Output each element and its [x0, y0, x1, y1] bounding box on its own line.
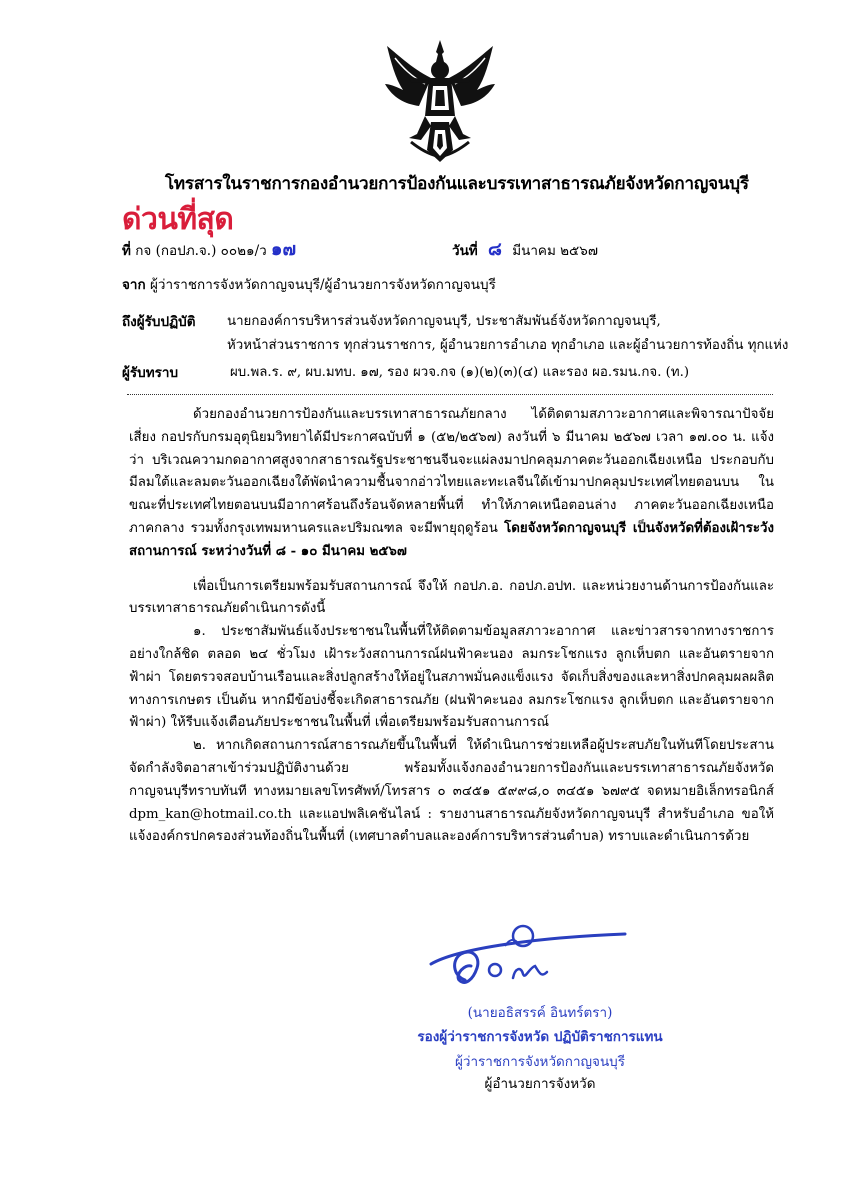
- to-line-1: นายกองค์การบริหารส่วนจังหวัดกาญจนบุรี, ประชาสัมพันธ์จังหวัดกาญจนบุรี,: [227, 314, 661, 329]
- handwritten-signature: [425, 920, 635, 996]
- separator-dots: [127, 394, 773, 395]
- body-item-2: ๒. หากเกิดสถานการณ์สาธารณภัยขึ้นในพื้นที่ ให้ดำเนินการช่วยเหลือผู้ประสบภัยในทันทีโดยประสานจัดกำลังจิตอาสาเข้าร่วมปฏิบัติงานด้วย พร้อมทั้งแจ้งกองอำนวยการป้องกันและบรรเทาสาธารณภัยจังหวัดกาญจนบุรีทราบทันที ทางหมายเลขโทรศัพท์/โทรสาร ๐ ๓๔๕๑ ๕๙๙๘,๐ ๓๔๕๑ ๖๗๙๕ จดหมายอิเล็กทรอนิกส์ dpm_kan@hotmail.co.th และแอปพลิเคชันไลน์ : รายงานสาธารณภัยจังหวัดกาญจนบุรี สำหรับอำเภอ ขอให้แจ้งองค์กรปกครองส่วนท้องถิ่นในพื้นที่ (เทศบาลตำบลและองค์การบริหารส่วนตำบล) ทราบและดำเนินการด้วย: [129, 738, 774, 845]
- urgency-stamp: ด่วนที่สุด: [122, 202, 234, 237]
- cc-value: ผบ.พล.ร. ๙, ผบ.มทบ. ๑๗, รอง ผวจ.กจ (๑)(๒)(๓)(๔) และรอง ผอ.รมน.กจ. (ท.): [230, 365, 690, 380]
- body-text: [129, 404, 774, 849]
- document-header: โทรสารในราชการกองอำนวยการป้องกันและบรรเทาสาธารณภัยจังหวัดกาญจนบุรี: [165, 174, 749, 194]
- ref-number-handwritten: ๑๗: [271, 239, 296, 260]
- paragraph-1-text: ด้วยกองอำนวยการป้องกันและบรรเทาสาธารณภัยกลาง ได้ติดตามสภาวะอากาศและพิจารณาปัจจัยเสี่ยง กอปรกับกรมอุตุนิยมวิทยาได้มีประกาศฉบับที่ ๑ (๕๒/๒๕๖๗) ลงวันที่ ๖ มีนาคม ๒๕๖๗ เวลา ๑๗.๐๐ น. แจ้งว่า บริเวณความกดอากาศสูงจากสาธารณรัฐประชาชนจีนจะแผ่ลงมาปกคลุมภาคตะวันออกเฉียงเหนือ ประกอบกับมีลมใต้และลมตะวันออกเฉียงใต้พัดนำความชื้นจากอ่าวไทยและทะเลจีนใต้เข้ามาปกคลุมประเทศไทยตอนบน ในขณะที่ประเทศไทยตอนบนมีอากาศร้อนถึงร้อนจัดหลายพื้นที่ ทำให้ภาคเหนือตอนล่าง ภาคตะวันออกเฉียงเหนือ ภาคกลาง รวมทั้งกรุงเทพมหานครและปริมณฑล จะมีพายุฤดูร้อน: [129, 407, 774, 536]
- garuda-emblem: [381, 38, 499, 166]
- reference-line: [122, 234, 296, 263]
- signer-title-1: รองผู้ว่าราชการจังหวัด ปฏิบัติราชการแทน: [417, 1029, 663, 1045]
- date-label: วันที่: [452, 243, 478, 259]
- body-paragraph-2: เพื่อเป็นการเตรียมพร้อมรับสถานการณ์ จึงให้ กอปภ.อ. กอปภ.อปท. และหน่วยงานด้านการป้องกันและบรรเทาสาธารณภัยดำเนินการดังนี้: [129, 578, 774, 617]
- to-label: ถึงผู้รับปฏิบัติ: [122, 314, 196, 330]
- signer-title-3: ผู้อำนวยการจังหวัด: [484, 1076, 596, 1092]
- from-line: [122, 273, 496, 295]
- date-handwritten: ๘: [488, 239, 502, 260]
- paragraph-1-bold: โดยจังหวัดกาญจนบุรี เป็นจังหวัดที่ต้องเฝ้าระวังสถานการณ์ ระหว่างวันที่ ๘ - ๑๐ มีนาคม ๒๕๖๗: [129, 520, 775, 559]
- to-line-2: หัวหน้าส่วนราชการ ทุกส่วนราชการ, ผู้อำนวยการอำเภอ ทุกอำเภอ และผู้อำนวยการท้องถิ่น ทุกแห่ง: [227, 338, 789, 353]
- body-paragraph-1: [129, 404, 774, 564]
- date-rest: มีนาคม ๒๕๖๗: [512, 243, 598, 259]
- signer-title-2: ผู้ว่าราชการจังหวัดกาญจนบุรี: [454, 1054, 626, 1070]
- from-value: ผู้ว่าราชการจังหวัดกาญจนบุรี/ผู้อำนวยการจังหวัดกาญจนบุรี: [149, 277, 496, 293]
- cc-label: ผู้รับทราบ: [122, 365, 179, 381]
- from-label: จาก: [122, 277, 146, 293]
- signer-name: (นายอธิสรรค์ อินทร์ตรา): [467, 1005, 613, 1021]
- ref-label: ที่: [122, 243, 131, 259]
- body-item-1: ๑. ประชาสัมพันธ์แจ้งประชาชนในพื้นที่ให้ติดตามข้อมูลสภาวะอากาศ และข่าวสารจากทางราชการอย่างใกล้ชิด ตลอด ๒๔ ชั่วโมง เฝ้าระวังสถานการณ์ฝนฟ้าคะนอง ลมกระโชกแรง ลูกเห็บตก และอันตรายจากฟ้าผ่า โดยตรวจสอบบ้านเรือนและสิ่งปลูกสร้างให้อยู่ในสภาพมั่นคงแข็งแรง จัดเก็บสิ่งของและหาสิ่งปกคลุมผลผลิตทางการเกษตร เป็นต้น หากมีข้อบ่งชี้จะเกิดสาธารณภัย (ฝนฟ้าคะนอง ลมกระโชกแรง ลูกเห็บตก และอันตรายจากฟ้าผ่า) ให้รีบแจ้งเตือนภัยประชาชนในพื้นที่ เพื่อเตรียมพร้อมรับสถานการณ์: [129, 624, 774, 731]
- ref-number: กจ (กอปภ.จ.) ๐๐๒๑/ว: [135, 243, 267, 259]
- date-line: [452, 234, 598, 263]
